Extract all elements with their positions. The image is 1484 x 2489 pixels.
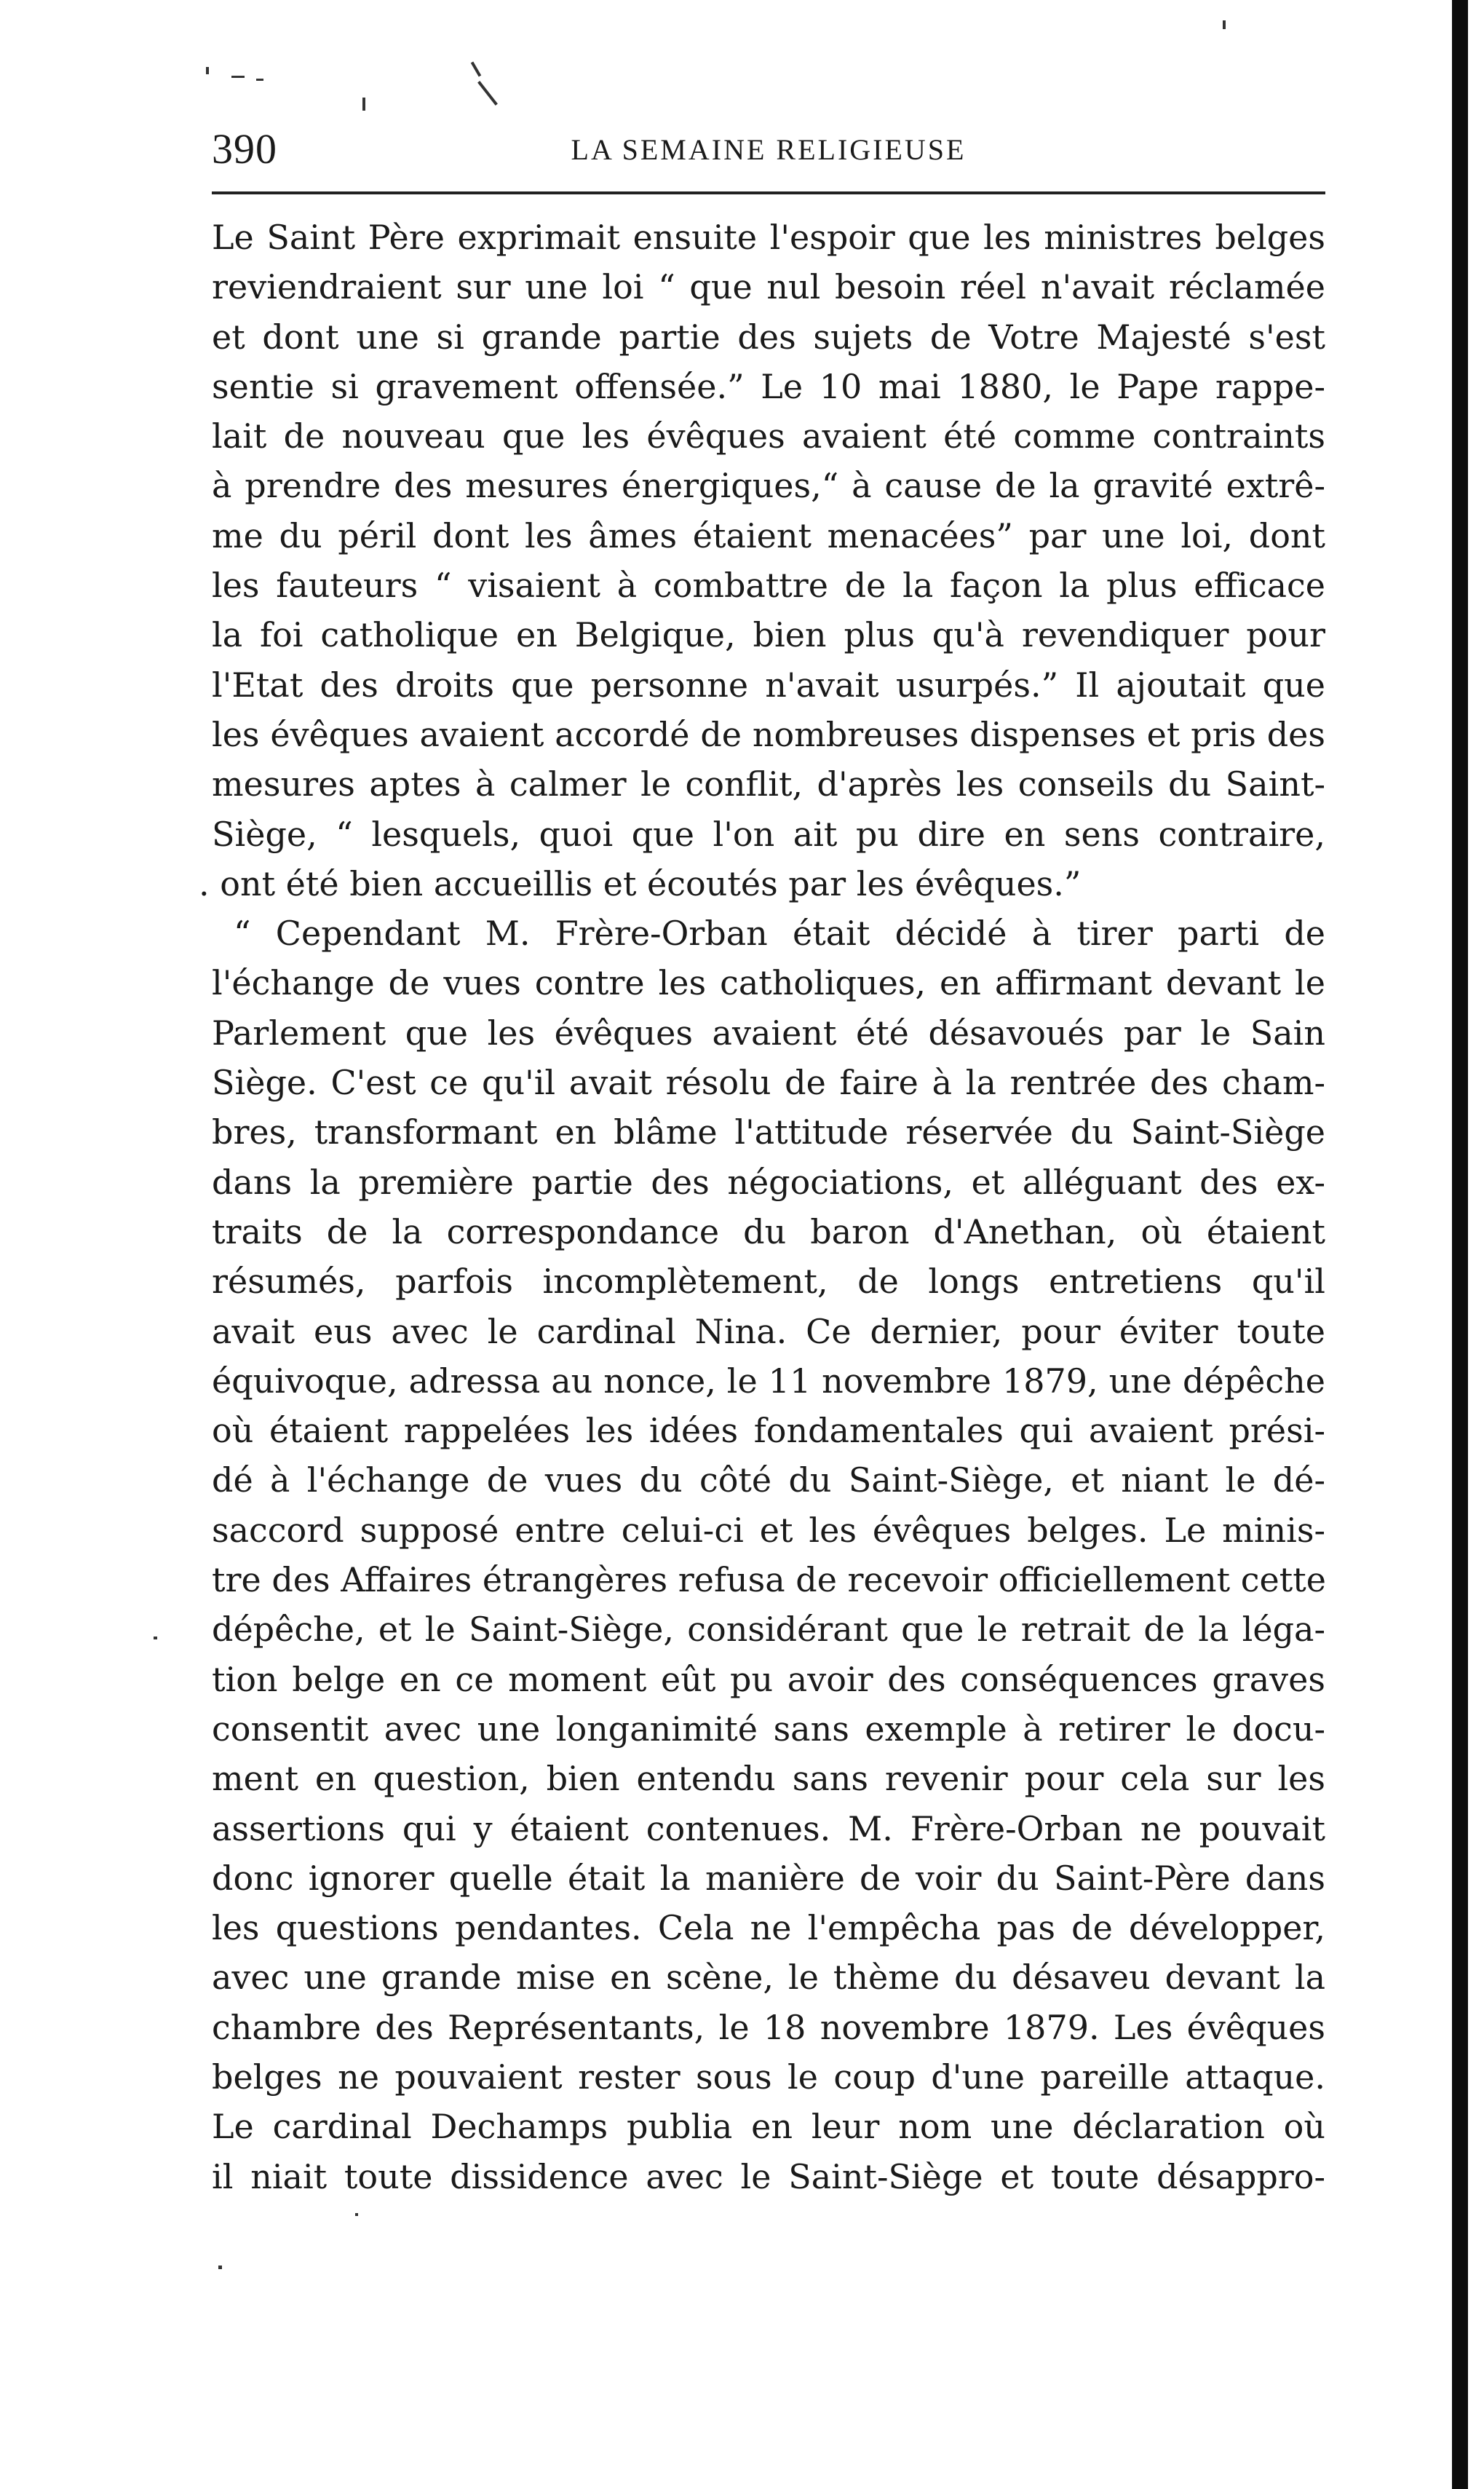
text-line: belges ne pouvaient rester sous le coup d'une pareille attaque. (212, 2057, 1325, 2097)
text-line: équivoque, adressa au nonce, le 11 novembre 1879, une dépêche (212, 1361, 1325, 1401)
text-line: sentie si gravement offensée.” Le 10 mai 1880, le Pape rappe- (212, 366, 1325, 406)
text-line: Parlement que les évêques avaient été désavoués par le Sain (212, 1013, 1325, 1053)
running-title: LA SEMAINE RELIGIEUSE (571, 133, 967, 166)
text-line: tion belge en ce moment eût pu avoir des conséquences graves (212, 1659, 1325, 1699)
text-line: résumés, parfois incomplètement, de longs entretiens qu'il (212, 1262, 1325, 1302)
text-line: les fauteurs “ visaient à combattre de la façon la plus efficace (212, 566, 1325, 606)
text-line: me du péril dont les âmes étaient menacées” par une loi, dont (212, 515, 1325, 555)
body-text (199, 213, 1326, 2201)
text-line: reviendraient sur une loi “ que nul besoin réel n'avait réclamée (212, 267, 1325, 307)
text-line: tre des Affaires étrangères refusa de recevoir officiellement cette (212, 1560, 1326, 1600)
text-line: lait de nouveau que les évêques avaient été comme contraints (212, 416, 1325, 456)
text-line: dans la première partie des négociations, et alléguant des ex- (212, 1162, 1325, 1202)
text-line: les questions pendantes. Cela ne l'empêcha pas de développer, (212, 1908, 1325, 1948)
scan-speck (256, 79, 263, 81)
scan-edge-border (1452, 0, 1468, 2489)
scan-speck (154, 1637, 157, 1639)
scan-speck (1223, 20, 1226, 29)
text-line: Siège, “ lesquels, quoi que l'on ait pu dire en sens contraire, (212, 814, 1325, 854)
scan-speck (218, 2266, 222, 2269)
text-line: ment en question, bien entendu sans revenir pour cela sur les (212, 1759, 1325, 1799)
text-line: où étaient rappelées les idées fondamentales qui avaient prési- (212, 1411, 1325, 1451)
header-rule (212, 191, 1325, 194)
text-line: avec une grande mise en scène, le thème du désaveu devant la (212, 1958, 1325, 1998)
paragraph-start-line: “ Cependant M. Frère-Orban était décidé à tirer parti de (234, 914, 1325, 954)
page-number: 390 (212, 125, 277, 173)
text-line: Le cardinal Dechamps publia en leur nom une déclaration où (212, 2107, 1325, 2147)
text-line: la foi catholique en Belgique, bien plus qu'à revendiquer pour (212, 615, 1325, 655)
scan-speck (355, 2213, 358, 2216)
text-line: dé à l'échange de vues du côté du Saint-Siège, et niant le dé- (212, 1460, 1325, 1500)
scan-speck (471, 61, 481, 76)
text-line: bres, transformant en blâme l'attitude réservée du Saint-Siège (212, 1112, 1325, 1152)
text-line: . ont été bien accueillis et écoutés par les évêques.” (199, 863, 1082, 903)
text-line: chambre des Représentants, le 18 novembre 1879. Les évêques (212, 2007, 1325, 2047)
text-line: Siège. C'est ce qu'il avait résolu de faire à la rentrée des cham- (212, 1063, 1325, 1103)
text-line: il niait toute dissidence avec le Saint-Siège et toute désappro- (212, 2156, 1325, 2196)
text-line: saccord supposé entre celui-ci et les évêques belges. Le minis- (212, 1510, 1325, 1550)
scan-speck (206, 67, 209, 74)
text-line: Le Saint Père exprimait ensuite l'espoir que les ministres belges (212, 218, 1325, 257)
text-line: et dont une si grande partie des sujets de Votre Majesté s'est (212, 317, 1325, 357)
text-line: traits de la correspondance du baron d'Anethan, où étaient (212, 1211, 1325, 1251)
scan-speck (477, 81, 498, 106)
text-line: l'échange de vues contre les catholiques, en affirmant devant le (212, 963, 1325, 1003)
text-line: assertions qui y étaient contenues. M. Frère-Orban ne pouvait (212, 1808, 1325, 1848)
text-line: donc ignorer quelle était la manière de voir du Saint-Père dans (212, 1858, 1325, 1898)
page-header (212, 124, 1325, 175)
text-line: dépêche, et le Saint-Siège, considérant que le retrait de la léga- (212, 1610, 1325, 1650)
scan-speck (231, 76, 245, 78)
text-line: l'Etat des droits que personne n'avait usurpés.” Il ajoutait que (212, 665, 1325, 705)
text-line: les évêques avaient accordé de nombreuses dispenses et pris des (212, 714, 1325, 754)
text-line: à prendre des mesures énergiques,“ à cause de la gravité extrê- (212, 466, 1325, 506)
scan-speck (362, 98, 365, 111)
text-line: consentit avec une longanimité sans exemple à retirer le docu- (212, 1709, 1325, 1749)
text-line: mesures aptes à calmer le conflit, d'après les conseils du Saint- (212, 764, 1325, 804)
text-line: avait eus avec le cardinal Nina. Ce dernier, pour éviter toute (212, 1311, 1325, 1351)
